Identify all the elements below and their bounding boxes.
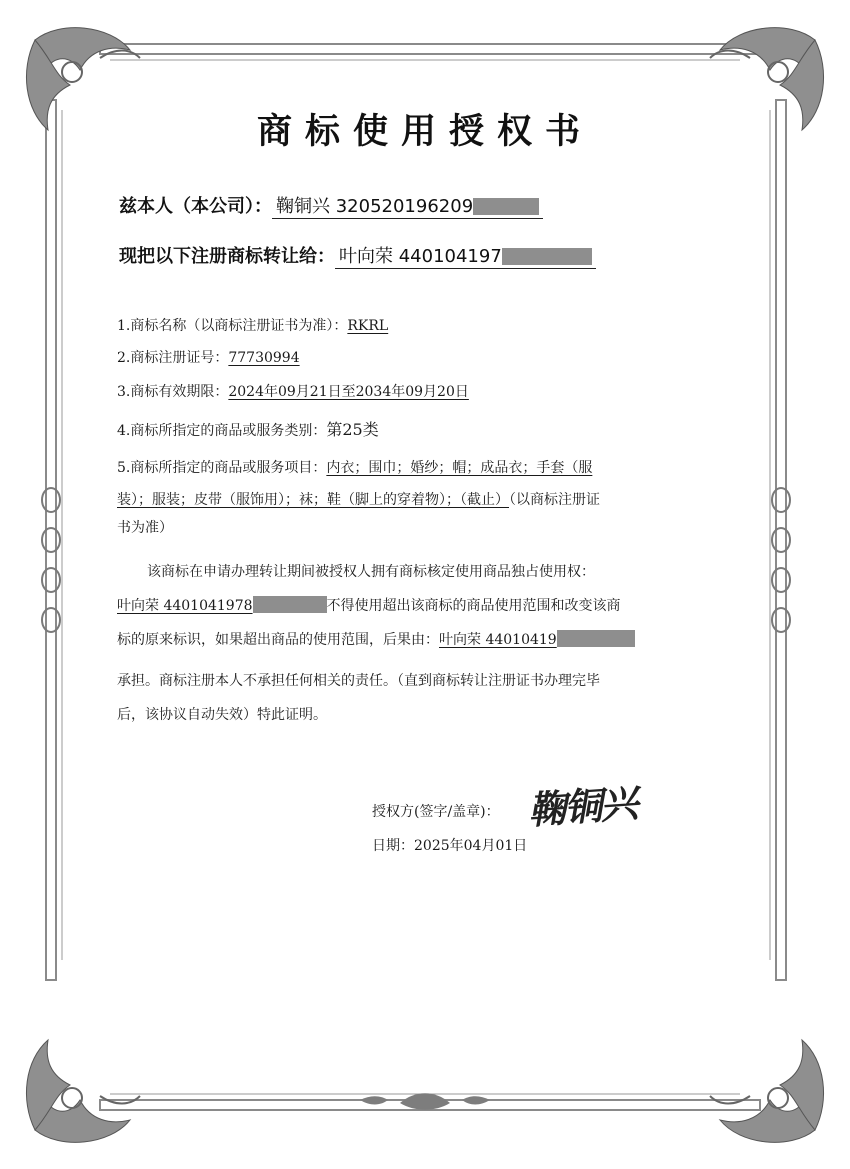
document-title: 商标使用授权书	[256, 112, 593, 152]
item-label: 1.商标名称（以商标注册证书为准）：	[117, 318, 348, 334]
handwritten-signature: 鞠铜兴	[526, 780, 638, 833]
date-label: 日期：	[372, 838, 414, 854]
item-value: 装）；服装；皮带（服饰用）；袜；鞋（脚上的穿着物）；（截止）	[117, 492, 509, 508]
owner-value: 鞠铜兴 320520196209	[272, 192, 543, 219]
authorizer-label: 授权方(签字/盖章)：	[372, 804, 500, 820]
body-paragraph-1: 该商标在申请办理转让期间被授权人拥有商标核定使用商品独占使用权：	[147, 564, 595, 580]
redaction-bar	[557, 630, 635, 647]
date-line	[372, 835, 527, 855]
body-paragraph-3	[117, 629, 635, 649]
transfer-label: 现把以下注册商标转让给：	[119, 246, 335, 267]
item-suffix: （以商标注册证	[509, 492, 600, 508]
body-text: 不得使用超出该商标的商品使用范围和改变该商	[326, 598, 621, 614]
body-paragraph-4: 承担。商标注册本人不承担任何相关的责任。（直到商标转让注册证书办理完毕	[117, 673, 600, 689]
body-text: 标的原来标识，如果超出商品的使用范围，后果由：	[117, 632, 439, 648]
item-goods-line-2	[117, 489, 600, 509]
item-trademark-name	[117, 315, 388, 335]
item-value: 2024年09月21日至2034年09月20日	[228, 384, 469, 400]
item-label: 2.商标注册证号：	[117, 350, 229, 366]
owner-line	[119, 192, 543, 219]
transfer-line	[119, 242, 596, 269]
transfer-value: 叶向荣 440104197	[335, 242, 596, 269]
redaction-bar	[502, 248, 592, 265]
grantee-name: 叶向荣 44010419	[439, 632, 557, 648]
item-value: RKRL	[347, 318, 389, 334]
redaction-bar	[253, 596, 327, 613]
item-goods-line-1	[117, 457, 592, 477]
item-registration-number	[117, 347, 300, 367]
owner-label: 兹本人（本公司）：	[119, 196, 272, 217]
item-label: 4.商标所指定的商品或服务类别：	[117, 423, 327, 439]
item-value: 77730994	[228, 350, 300, 366]
item-value: 第25类	[326, 420, 379, 439]
body-paragraph-5: 后，该协议自动失效）特此证明。	[117, 707, 327, 723]
redaction-bar	[473, 198, 539, 215]
item-label: 5.商标所指定的商品或服务项目：	[117, 460, 327, 476]
item-validity-period	[117, 381, 469, 401]
item-goods-line-3	[117, 517, 173, 537]
body-paragraph-2	[117, 595, 621, 615]
item-class	[117, 417, 379, 440]
date-value: 2025年04月01日	[414, 838, 528, 854]
grantee-name: 叶向荣 4401041978	[117, 598, 253, 614]
item-label: 3.商标有效期限：	[117, 384, 229, 400]
item-suffix: 书为准）	[117, 520, 173, 536]
item-value: 内衣；围巾；婚纱；帽；成品衣；手套（服	[326, 460, 593, 476]
